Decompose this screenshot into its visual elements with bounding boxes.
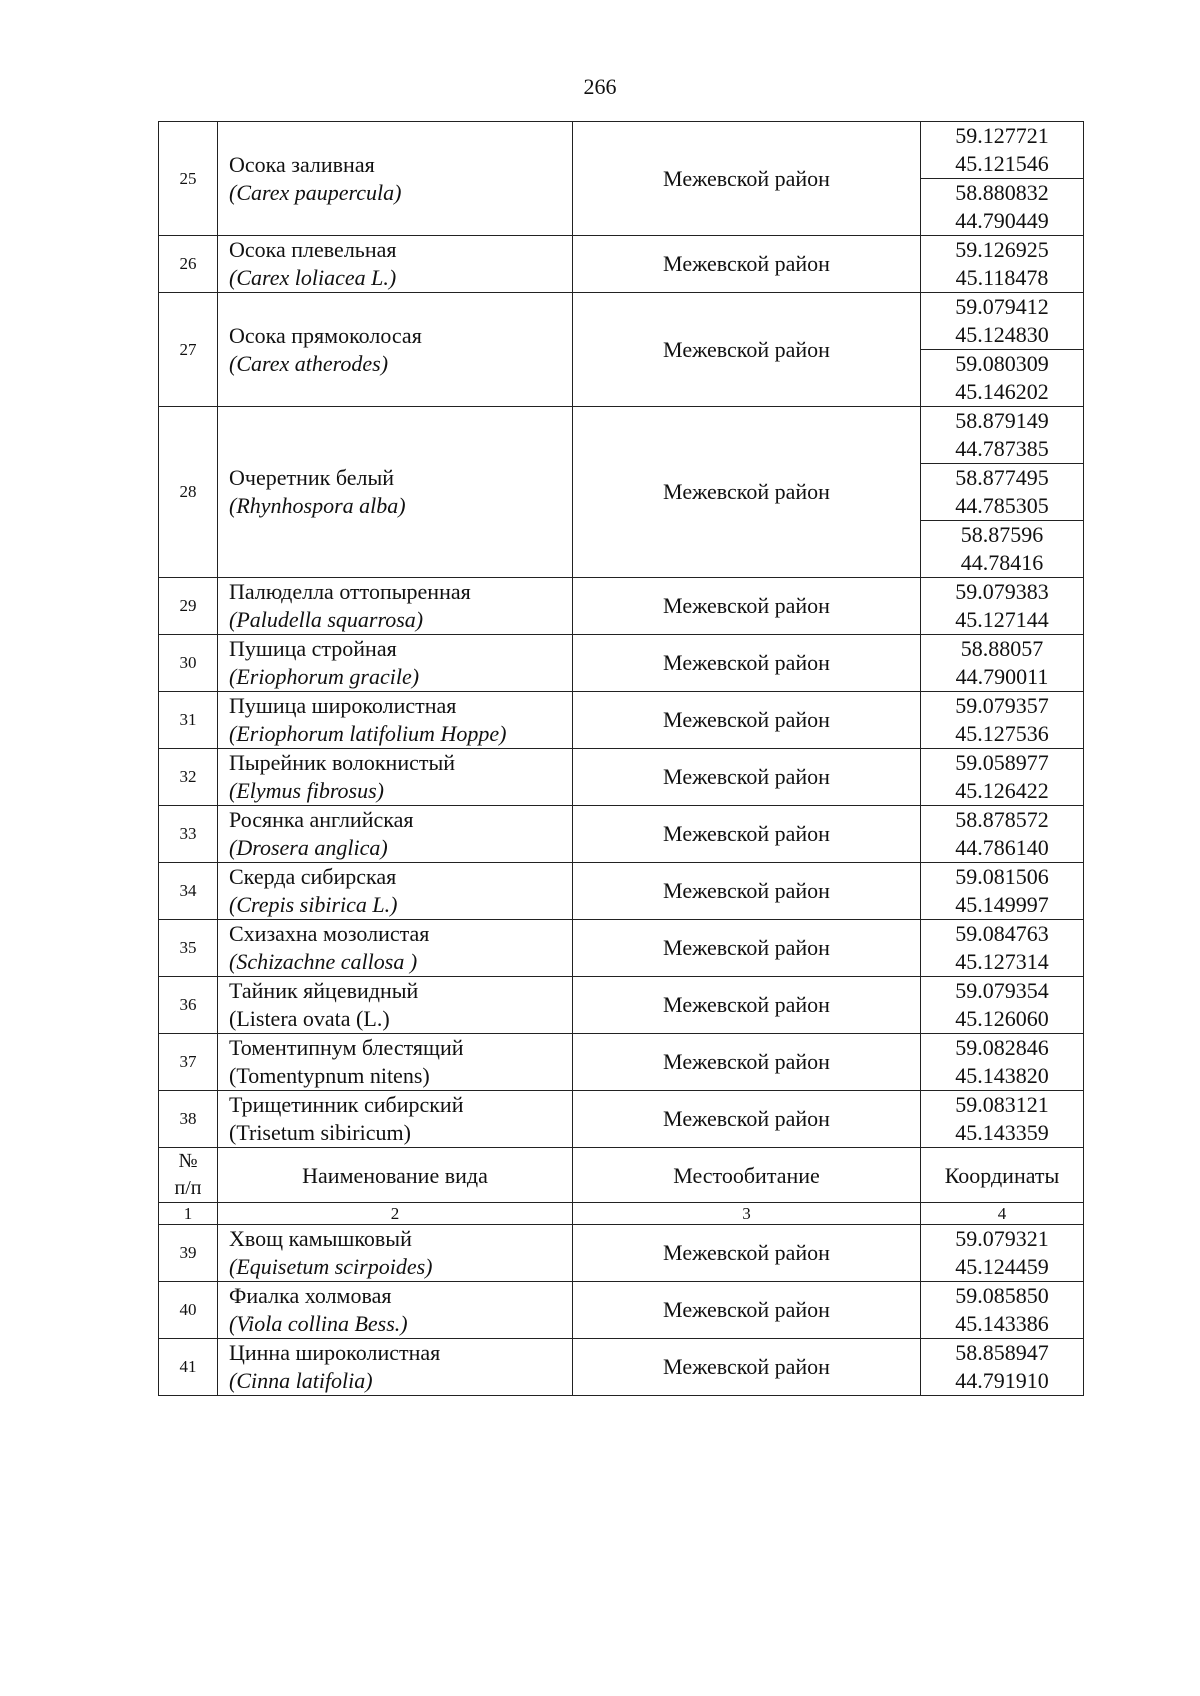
species-russian-name: Фиалка холмовая bbox=[229, 1283, 392, 1308]
species-russian-name: Осока плевельная bbox=[229, 237, 397, 262]
coordinates-cell bbox=[921, 122, 1084, 179]
species-russian-name: Цинна широколистная bbox=[229, 1340, 441, 1365]
row-number: 30 bbox=[159, 635, 218, 692]
species-russian-name: Хвощ камышковый bbox=[229, 1226, 412, 1251]
species-latin-name: (Cinna latifolia) bbox=[229, 1368, 373, 1393]
coordinates-cell bbox=[921, 350, 1084, 407]
species-name-cell bbox=[218, 122, 573, 236]
row-number: 31 bbox=[159, 692, 218, 749]
coordinate-longitude: 45.143820 bbox=[955, 1063, 1049, 1088]
species-russian-name: Росянка английская bbox=[229, 807, 414, 832]
habitat-cell: Межевской район bbox=[573, 293, 921, 407]
species-name-cell bbox=[218, 920, 573, 977]
habitat-cell: Межевской район bbox=[573, 635, 921, 692]
species-name-cell bbox=[218, 977, 573, 1034]
species-latin-name: (Trisetum sibiricum) bbox=[229, 1120, 411, 1145]
species-russian-name: Пушица стройная bbox=[229, 636, 397, 661]
species-russian-name: Осока прямоколосая bbox=[229, 322, 422, 348]
page-number: 266 bbox=[583, 74, 617, 99]
num-header-abbrev: п/п bbox=[174, 1177, 202, 1199]
coordinates-cell bbox=[921, 920, 1084, 977]
row-number: 38 bbox=[159, 1091, 218, 1148]
coordinates-cell bbox=[921, 692, 1084, 749]
coordinate-latitude: 58.877495 bbox=[955, 465, 1049, 490]
table-row bbox=[159, 122, 1084, 179]
table-body-top bbox=[159, 122, 1084, 1148]
table-row bbox=[159, 1339, 1084, 1396]
num-header-symbol: № bbox=[178, 1150, 198, 1172]
species-name-cell bbox=[218, 236, 573, 293]
species-russian-name: Очеретник белый bbox=[229, 465, 395, 490]
species-name-cell bbox=[218, 578, 573, 635]
coordinate-longitude: 45.149997 bbox=[955, 892, 1049, 917]
row-number: 41 bbox=[159, 1339, 218, 1396]
habitat-cell: Межевской район bbox=[573, 806, 921, 863]
species-latin-name: (Tomentypnum nitens) bbox=[229, 1063, 430, 1088]
species-russian-name: Пырейник волокнистый bbox=[229, 750, 456, 775]
row-number: 28 bbox=[159, 407, 218, 578]
column-index-3: 3 bbox=[573, 1203, 921, 1225]
table-row bbox=[159, 920, 1084, 977]
coordinate-longitude: 45.143386 bbox=[955, 1311, 1049, 1336]
coordinate-longitude: 44.790011 bbox=[955, 664, 1049, 689]
coordinate-latitude: 59.080309 bbox=[955, 351, 1049, 376]
column-index-4: 4 bbox=[921, 1203, 1084, 1225]
species-latin-name: (Equisetum scirpoides) bbox=[229, 1254, 433, 1279]
species-latin-name: (Listera ovata (L.) bbox=[229, 1006, 390, 1031]
species-latin-name: (Crepis sibirica L.) bbox=[229, 892, 398, 917]
habitat-cell: Межевской район bbox=[573, 920, 921, 977]
coordinate-latitude: 59.079354 bbox=[955, 978, 1049, 1003]
table-body-bottom bbox=[159, 1225, 1084, 1396]
habitat-cell: Межевской район bbox=[573, 1282, 921, 1339]
row-number: 35 bbox=[159, 920, 218, 977]
table-row bbox=[159, 806, 1084, 863]
species-latin-name: (Carex loliacea L.) bbox=[229, 265, 397, 290]
row-number: 32 bbox=[159, 749, 218, 806]
coordinate-longitude: 45.124830 bbox=[955, 322, 1049, 347]
species-name-cell bbox=[218, 749, 573, 806]
row-number: 27 bbox=[159, 293, 218, 407]
species-russian-name: Палюделла оттопыренная bbox=[229, 579, 471, 604]
table-row bbox=[159, 692, 1084, 749]
species-latin-name: (Eriophorum gracile) bbox=[229, 664, 420, 689]
row-number: 39 bbox=[159, 1225, 218, 1282]
column-header-num bbox=[159, 1148, 218, 1203]
table-row bbox=[159, 293, 1084, 350]
table-row bbox=[159, 1225, 1084, 1282]
species-name-cell bbox=[218, 635, 573, 692]
species-latin-name: (Rhynhospora alba) bbox=[229, 493, 406, 518]
species-latin-name: (Elymus fibrosus) bbox=[229, 778, 385, 803]
table-row bbox=[159, 863, 1084, 920]
species-name-cell bbox=[218, 806, 573, 863]
coordinate-latitude: 58.879149 bbox=[955, 408, 1049, 433]
coordinates-cell bbox=[921, 236, 1084, 293]
column-index-row bbox=[159, 1203, 1084, 1225]
coordinate-latitude: 59.082846 bbox=[955, 1035, 1049, 1060]
coordinate-latitude: 58.878572 bbox=[955, 807, 1049, 832]
species-latin-name: (Schizachne callosa ) bbox=[229, 949, 418, 974]
habitat-cell: Межевской район bbox=[573, 1225, 921, 1282]
table-header-block bbox=[159, 1148, 1084, 1225]
column-header-name: Наименование вида bbox=[218, 1148, 573, 1203]
species-name-cell bbox=[218, 407, 573, 578]
coordinates-cell bbox=[921, 407, 1084, 464]
coordinates-cell bbox=[921, 1091, 1084, 1148]
table-row bbox=[159, 236, 1084, 293]
species-name-cell bbox=[218, 1339, 573, 1396]
species-latin-name: (Paludella squarrosa) bbox=[229, 607, 424, 632]
coordinates-cell bbox=[921, 1282, 1084, 1339]
row-number: 34 bbox=[159, 863, 218, 920]
coordinates-cell bbox=[921, 1034, 1084, 1091]
coordinate-latitude: 59.081506 bbox=[955, 864, 1049, 889]
table-row bbox=[159, 578, 1084, 635]
habitat-cell: Межевской район bbox=[573, 407, 921, 578]
coordinate-longitude: 45.127536 bbox=[955, 721, 1049, 746]
habitat-cell: Межевской район bbox=[573, 578, 921, 635]
species-russian-name: Тайник яйцевидный bbox=[229, 978, 419, 1003]
column-index-2: 2 bbox=[218, 1203, 573, 1225]
row-number: 33 bbox=[159, 806, 218, 863]
species-russian-name: Схизахна мозолистая bbox=[229, 921, 430, 946]
coordinate-longitude: 45.146202 bbox=[955, 379, 1049, 404]
coordinates-cell bbox=[921, 863, 1084, 920]
species-latin-name: (Carex paupercula) bbox=[229, 179, 402, 205]
species-name-cell bbox=[218, 1282, 573, 1339]
habitat-cell: Межевской район bbox=[573, 692, 921, 749]
coordinate-longitude: 45.126422 bbox=[955, 778, 1049, 803]
coordinates-cell bbox=[921, 578, 1084, 635]
coordinate-latitude: 59.126925 bbox=[955, 237, 1049, 262]
coordinate-latitude: 58.858947 bbox=[955, 1340, 1049, 1365]
coordinate-longitude: 44.78416 bbox=[960, 550, 1044, 575]
coordinate-longitude: 44.787385 bbox=[955, 436, 1049, 461]
column-header-coords: Координаты bbox=[921, 1148, 1084, 1203]
coordinate-latitude: 59.079412 bbox=[955, 294, 1049, 319]
column-header-row bbox=[159, 1148, 1084, 1203]
coordinates-cell bbox=[921, 806, 1084, 863]
table-row bbox=[159, 635, 1084, 692]
species-russian-name: Осока заливная bbox=[229, 151, 375, 177]
column-index-1: 1 bbox=[159, 1203, 218, 1225]
habitat-cell: Межевской район bbox=[573, 236, 921, 293]
coordinate-longitude: 45.124459 bbox=[955, 1254, 1049, 1279]
coordinate-longitude: 45.126060 bbox=[955, 1006, 1049, 1031]
table-row bbox=[159, 407, 1084, 464]
coordinate-longitude: 44.785305 bbox=[955, 493, 1049, 518]
coordinate-latitude: 59.085850 bbox=[955, 1283, 1049, 1308]
species-latin-name: (Carex atherodes) bbox=[229, 350, 389, 376]
coordinates-cell bbox=[921, 977, 1084, 1034]
species-latin-name: (Eriophorum latifolium Hoppe) bbox=[229, 721, 507, 746]
habitat-cell: Межевской район bbox=[573, 977, 921, 1034]
habitat-cell: Межевской район bbox=[573, 1091, 921, 1148]
coordinate-latitude: 59.083121 bbox=[955, 1092, 1049, 1117]
coordinate-longitude: 44.791910 bbox=[955, 1368, 1049, 1393]
species-name-cell bbox=[218, 692, 573, 749]
habitat-cell: Межевской район bbox=[573, 863, 921, 920]
coordinate-longitude: 44.786140 bbox=[955, 835, 1049, 860]
row-number: 37 bbox=[159, 1034, 218, 1091]
coordinate-latitude: 59.058977 bbox=[955, 750, 1049, 775]
table-row bbox=[159, 1282, 1084, 1339]
habitat-cell: Межевской район bbox=[573, 749, 921, 806]
coordinates-cell bbox=[921, 464, 1084, 521]
row-number: 29 bbox=[159, 578, 218, 635]
coordinate-longitude: 45.127314 bbox=[955, 949, 1049, 974]
species-russian-name: Томентипнум блестящий bbox=[229, 1035, 464, 1060]
species-name-cell bbox=[218, 1091, 573, 1148]
table-row bbox=[159, 977, 1084, 1034]
coordinates-cell bbox=[921, 179, 1084, 236]
species-name-cell bbox=[218, 1034, 573, 1091]
coordinate-longitude: 45.143359 bbox=[955, 1120, 1049, 1145]
coordinates-cell bbox=[921, 635, 1084, 692]
coordinates-cell bbox=[921, 521, 1084, 578]
coordinate-latitude: 58.88057 bbox=[960, 636, 1044, 661]
coordinates-cell bbox=[921, 293, 1084, 350]
species-latin-name: (Viola collina Bess.) bbox=[229, 1311, 408, 1336]
coordinate-latitude: 59.127721 bbox=[955, 123, 1049, 148]
species-russian-name: Пушица широколистная bbox=[229, 693, 457, 718]
species-name-cell bbox=[218, 863, 573, 920]
coordinate-longitude: 45.121546 bbox=[955, 151, 1049, 176]
row-number: 40 bbox=[159, 1282, 218, 1339]
species-latin-name: (Drosera anglica) bbox=[229, 835, 388, 860]
table-row bbox=[159, 749, 1084, 806]
table-row bbox=[159, 1034, 1084, 1091]
row-number: 26 bbox=[159, 236, 218, 293]
coordinates-cell bbox=[921, 1225, 1084, 1282]
species-name-cell bbox=[218, 1225, 573, 1282]
coordinates-cell bbox=[921, 749, 1084, 806]
coordinate-latitude: 59.079383 bbox=[955, 579, 1049, 604]
species-name-cell bbox=[218, 293, 573, 407]
habitat-cell: Межевской район bbox=[573, 122, 921, 236]
row-number: 25 bbox=[159, 122, 218, 236]
coordinate-longitude: 45.127144 bbox=[955, 607, 1049, 632]
coordinate-longitude: 45.118478 bbox=[955, 265, 1049, 290]
coordinate-latitude: 59.079357 bbox=[955, 693, 1049, 718]
habitat-cell: Межевской район bbox=[573, 1034, 921, 1091]
coordinate-latitude: 58.87596 bbox=[960, 522, 1044, 547]
column-header-habitat: Местообитание bbox=[573, 1148, 921, 1203]
coordinate-longitude: 44.790449 bbox=[955, 208, 1049, 233]
species-table bbox=[158, 121, 1084, 1396]
coordinate-latitude: 58.880832 bbox=[955, 180, 1049, 205]
species-russian-name: Скерда сибирская bbox=[229, 864, 397, 889]
habitat-cell: Межевской район bbox=[573, 1339, 921, 1396]
coordinate-latitude: 59.084763 bbox=[955, 921, 1049, 946]
row-number: 36 bbox=[159, 977, 218, 1034]
table-row bbox=[159, 1091, 1084, 1148]
coordinate-latitude: 59.079321 bbox=[955, 1226, 1049, 1251]
species-russian-name: Трищетинник сибирский bbox=[229, 1092, 464, 1117]
coordinates-cell bbox=[921, 1339, 1084, 1396]
